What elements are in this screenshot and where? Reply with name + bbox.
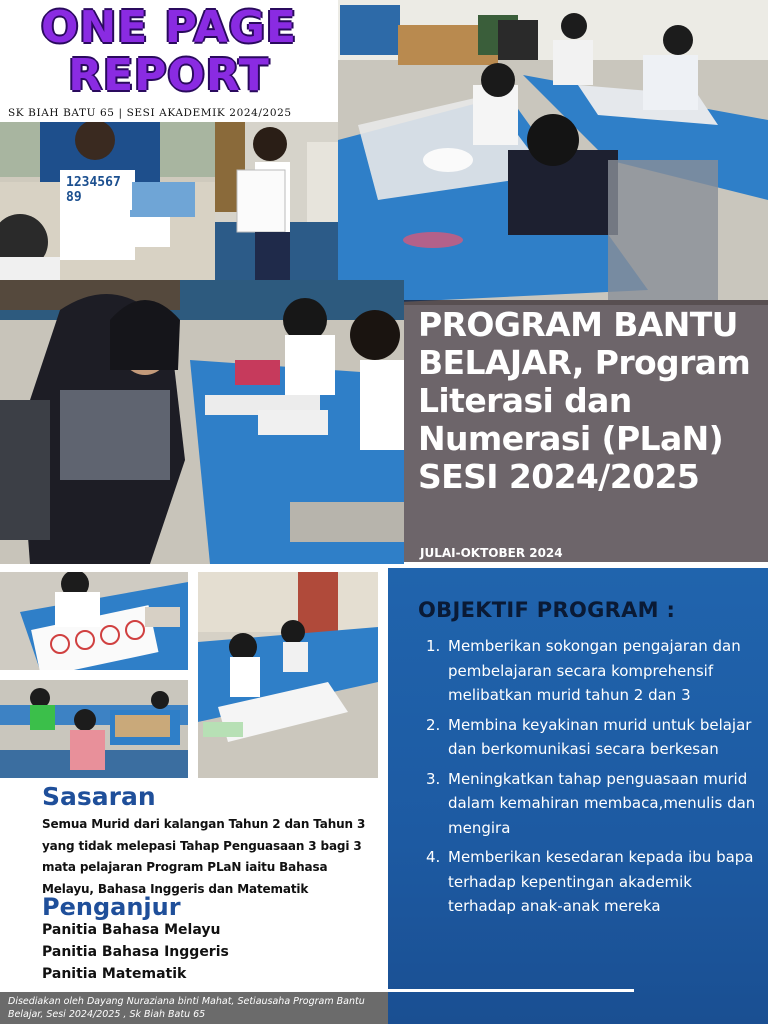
footer-credit: Disediakan oleh Dayang Nuraziana binti Mahat, Setiausaha Program Bantu Belajar, Sesi 2024/2025 , Sk Biah Batu 65 bbox=[8, 996, 365, 1020]
sasaran-text: Semua Murid dari kalangan Tahun 2 dan Tahun 3 yang tidak melepasi Tahap Penguasaan 3 bagi 3 mata pelajaran Program PLaN iaitu Bahasa Melayu, Bahasa Inggeris dan Matematik bbox=[42, 817, 366, 896]
number-card-line-2: 89 bbox=[66, 190, 82, 205]
objektif-divider bbox=[388, 989, 634, 992]
penganjur-list bbox=[42, 919, 372, 985]
penganjur-heading: Penganjur bbox=[42, 893, 181, 921]
objektif-item: 4. Memberikan kesedaran kepada ibu bapa terhadap kepentingan akademik terhadap anak-anak mereka bbox=[426, 848, 754, 915]
penganjur-item: Panitia Matematik bbox=[42, 966, 187, 982]
classroom-photo-main bbox=[338, 0, 768, 305]
report-title-line-1: ONE PAGE bbox=[40, 2, 298, 53]
boy-worksheet-photo bbox=[215, 122, 338, 280]
school-session-line: SK BIAH BATU 65 | SESI AKADEMIK 2024/2025 bbox=[8, 107, 292, 119]
teacher-with-pupils-photo bbox=[0, 280, 404, 564]
sasaran-heading: Sasaran bbox=[42, 782, 156, 811]
title-block bbox=[0, 0, 338, 122]
objektif-heading: OBJEKTIF PROGRAM : bbox=[418, 598, 676, 622]
number-card bbox=[62, 172, 132, 210]
report-title-line-2: REPORT bbox=[68, 50, 270, 101]
program-dates: JULAI-OKTOBER 2024 bbox=[420, 546, 563, 560]
penganjur-item: Panitia Bahasa Melayu bbox=[42, 922, 221, 938]
objektif-item: 1. Memberikan sokongan pengajaran dan pembelajaran secara komprehensif melibatkan murid tahun 2 dan 3 bbox=[426, 637, 741, 704]
program-title: PROGRAM BANTU BELAJAR, Program Literasi dan Numerasi (PLaN) SESI 2024/2025 bbox=[418, 305, 751, 496]
worksheet-circles-photo bbox=[0, 572, 188, 670]
objektif-item: 2. Membina keyakinan murid untuk belajar dan berkomunikasi secara berkesan bbox=[426, 715, 752, 758]
objektif-list bbox=[426, 634, 756, 924]
number-card-line-1: 1234567 bbox=[66, 175, 121, 190]
pupils-at-desks-photo bbox=[0, 680, 188, 778]
penganjur-item: Panitia Bahasa Inggeris bbox=[42, 944, 229, 960]
objektif-item: 3. Meningkatkan tahap penguasaan murid dalam kemahiran membaca,menulis dan mengira bbox=[426, 769, 756, 837]
teacher-number-card-photo bbox=[0, 122, 215, 280]
pupils-working-photo bbox=[198, 572, 378, 778]
